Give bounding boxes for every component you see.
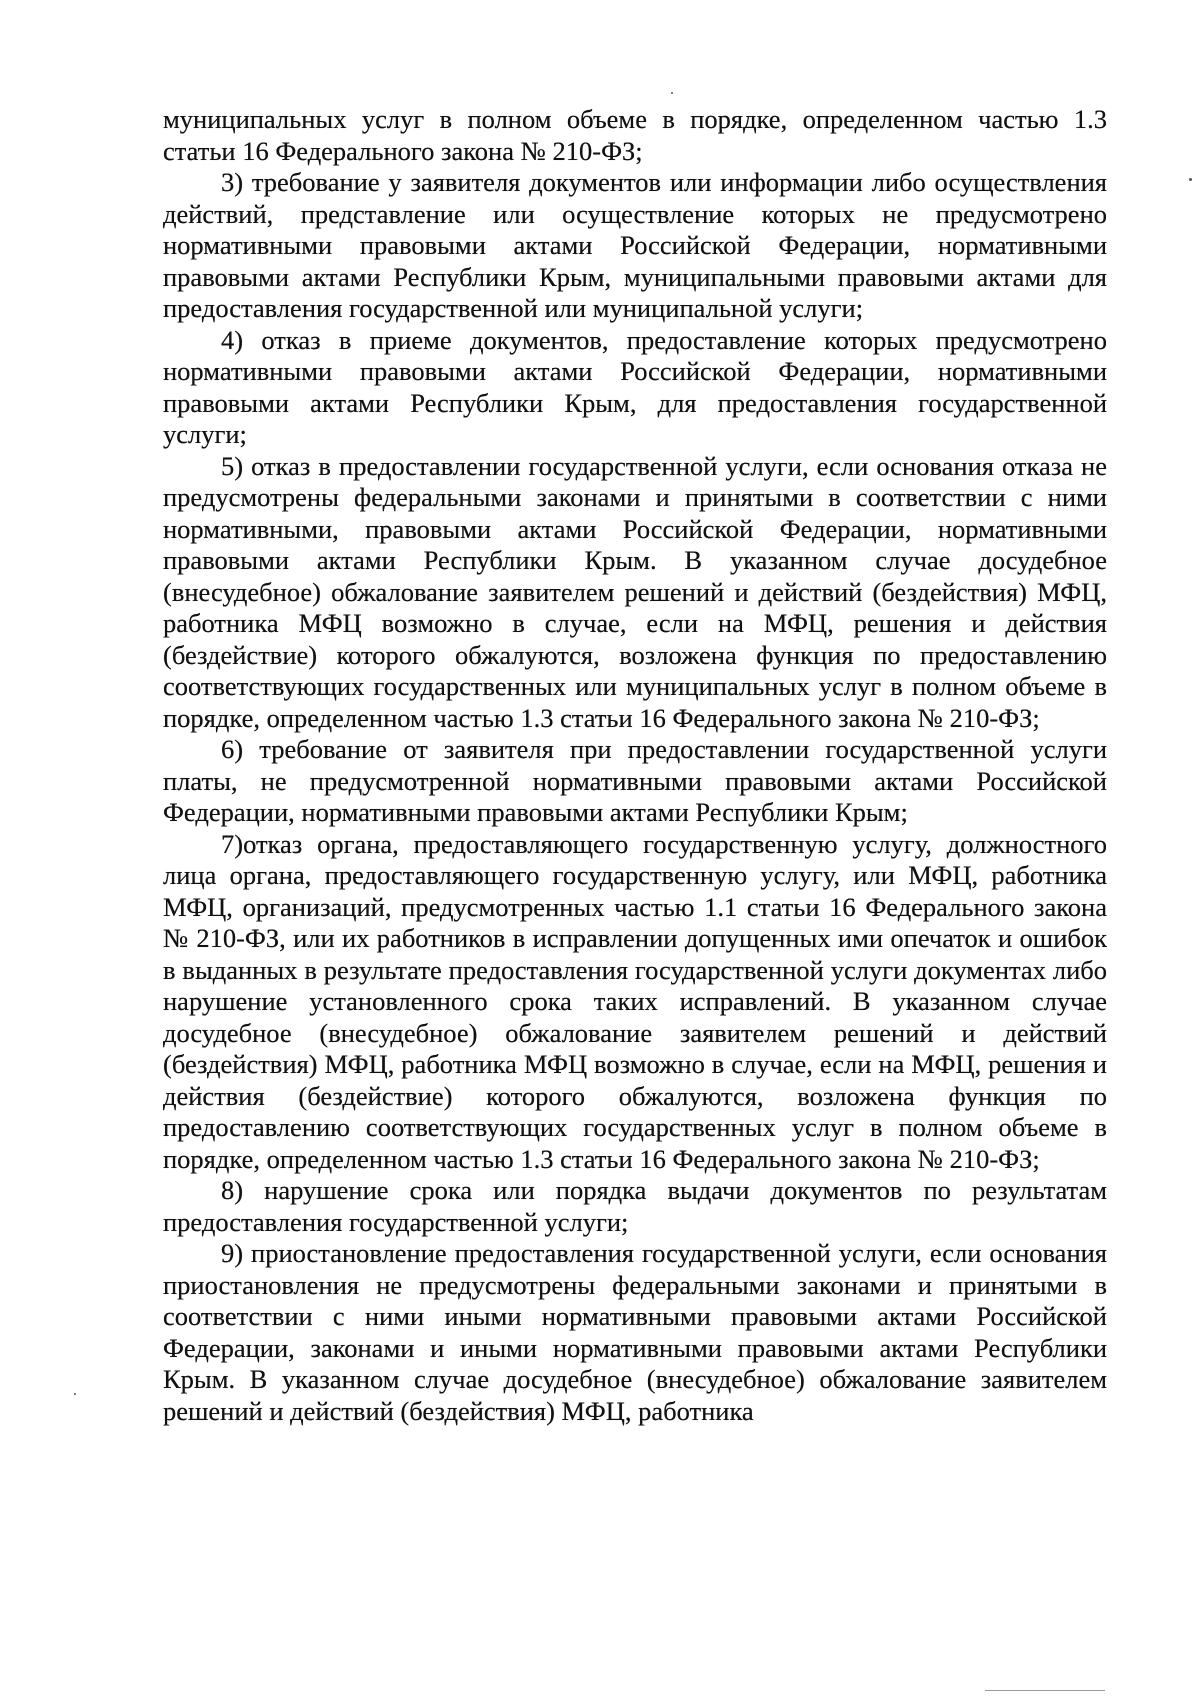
scan-edge-line (985, 1690, 1105, 1691)
paragraph-item-7: 7)отказ органа, предоставляющего государственную услугу, должностного лица органа, предоставляющего государственную услугу, или МФЦ, работника МФЦ, организаций, предусмотренных частью 1.1 статьи 16 Федерального закона № 210-ФЗ, или их работников в исправлении допущенных ими опечаток и ошибок в выданных в результате предоставления государственной услуги документах либо нарушение установленного срока таких исправлений. В указанном случае досудебное (внесудебное) обжалование заявителем решений и действий (бездействия) МФЦ, работника МФЦ возможно в случае, если на МФЦ, решения и действия (бездействие) которого обжалуются, возложена функция по предоставлению соответствующих государственных услуг в полном объеме в порядке, определенном частью 1.3 статьи 16 Федерального закона № 210-ФЗ; (163, 828, 1107, 1174)
scan-speck (1189, 178, 1192, 181)
paragraph-item-3: 3) требование у заявителя документов или информации либо осуществления действий, представление или осуществление которых не предусмотрено нормативными правовыми актами Российской Федерации, нормативными правовыми актами Республики Крым, муниципальными правовыми актами для предоставления государственной или муниципальной услуги; (163, 167, 1107, 323)
scan-speck (671, 92, 673, 94)
paragraph-item-4: 4) отказ в приеме документов, предоставление которых предусмотрено нормативными правовыми актами Российской Федерации, нормативными правовыми актами Республики Крым, для предоставления государственной услуги; (163, 324, 1107, 449)
scan-speck (74, 1393, 76, 1395)
paragraph-item-8: 8) нарушение срока или порядка выдачи документов по результатам предоставления государственной услуги; (163, 1175, 1107, 1237)
paragraph-item-9: 9) приостановление предоставления государственной услуги, если основания приостановления не предусмотрены федеральными законами и принятыми в соответствии с ними иными нормативными правовыми актами Российской Федерации, законами и иными нормативными правовыми актами Республики Крым. В указанном случае досудебное (внесудебное) обжалование заявителем решений и действий (бездействия) МФЦ, работника (163, 1238, 1107, 1426)
paragraph-item-6: 6) требование от заявителя при предоставлении государственной услуги платы, не предусмотренной нормативными правовыми актами Российской Федерации, нормативными правовыми актами Республики Крым; (163, 734, 1107, 827)
paragraph-item-5: 5) отказ в предоставлении государственной услуги, если основания отказа не предусмотрены федеральными законами и принятыми в соответствии с ними нормативными, правовыми актами Российской Федерации, нормативными правовыми актами Республики Крым. В указанном случае досудебное (внесудебное) обжалование заявителем решений и действий (бездействия) МФЦ, работника МФЦ возможно в случае, если на МФЦ, решения и действия (бездействие) которого обжалуются, возложена функция по предоставлению соответствующих государственных или муниципальных услуг в полном объеме в порядке, определенном частью 1.3 статьи 16 Федерального закона № 210-ФЗ; (163, 450, 1107, 733)
document-body (163, 104, 1107, 1427)
paragraph-continuation: муниципальных услуг в полном объеме в порядке, определенном частью 1.3 статьи 16 Федерального закона № 210-ФЗ; (163, 104, 1107, 166)
